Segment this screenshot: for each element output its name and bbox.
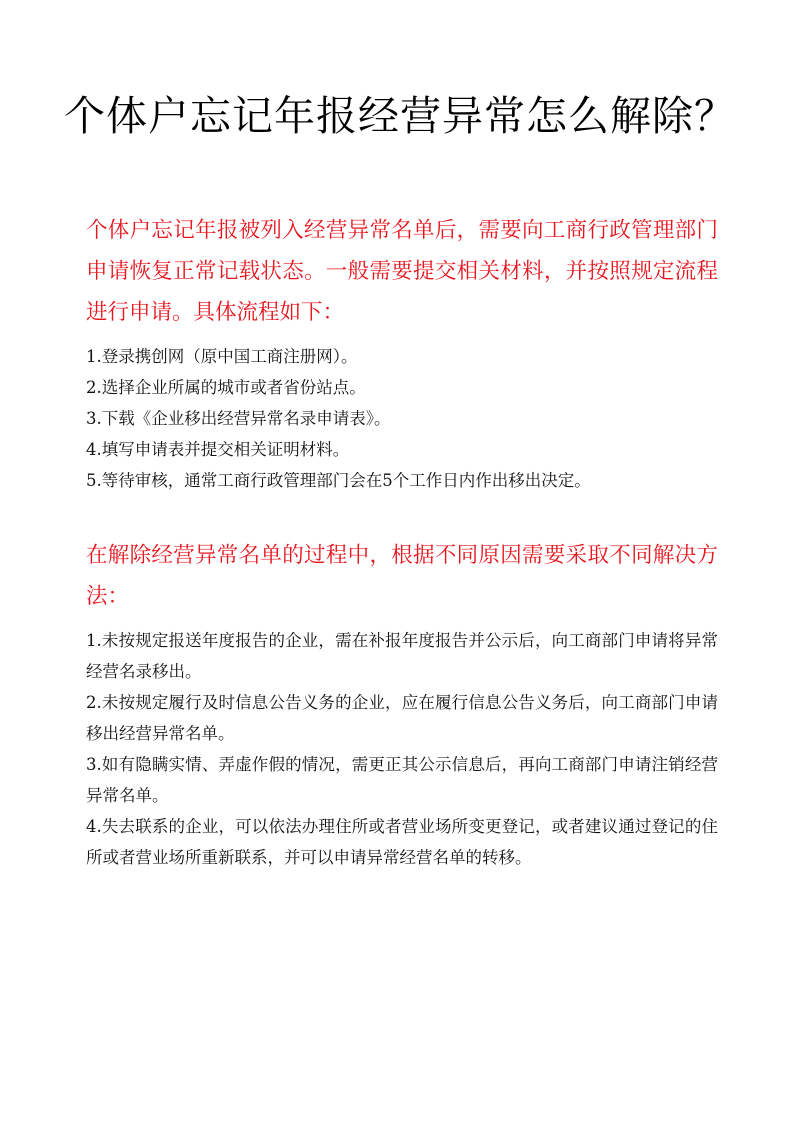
list-item: 1.未按规定报送年度报告的企业，需在补报年度报告并公示后，向工商部门申请将异常经营名录移出。	[86, 631, 718, 681]
list-item: 3.如有隐瞒实情、弄虚作假的情况，需更正其公示信息后，再向工商部门申请注销经营异常名单。	[86, 755, 718, 805]
page-title: 个体户忘记年报经营异常怎么解除？	[64, 92, 736, 140]
section-recovery-process	[86, 210, 718, 496]
section-solutions	[86, 535, 718, 873]
list-item: 4.填写申请表并提交相关证明材料。	[86, 440, 350, 459]
solution-list	[86, 625, 718, 873]
step-list	[86, 341, 718, 496]
list-item: 4.失去联系的企业，可以依法办理住所或者营业场所变更登记，或者建议通过登记的住所或者营业场所重新联系，并可以申请异常经营名单的转移。	[86, 817, 718, 867]
section-lead: 在解除经营异常名单的过程中，根据不同原因需要采取不同解决方法：	[86, 543, 718, 609]
list-item: 2.选择企业所属的城市或者省份站点。	[86, 378, 366, 397]
section-lead: 个体户忘记年报被列入经营异常名单后，需要向工商行政管理部门申请恢复正常记载状态。一般需要提交相关材料，并按照规定流程进行申请。具体流程如下：	[86, 218, 718, 325]
list-item: 3.下载《企业移出经营异常名录申请表》。	[86, 409, 391, 428]
list-item: 5.等待审核，通常工商行政管理部门会在5个工作日内作出移出决定。	[86, 471, 591, 490]
list-item: 2.未按规定履行及时信息公告义务的企业，应在履行信息公告义务后，向工商部门申请移出经营异常名单。	[86, 693, 718, 743]
list-item: 1.登录携创网（原中国工商注册网）。	[86, 347, 358, 366]
